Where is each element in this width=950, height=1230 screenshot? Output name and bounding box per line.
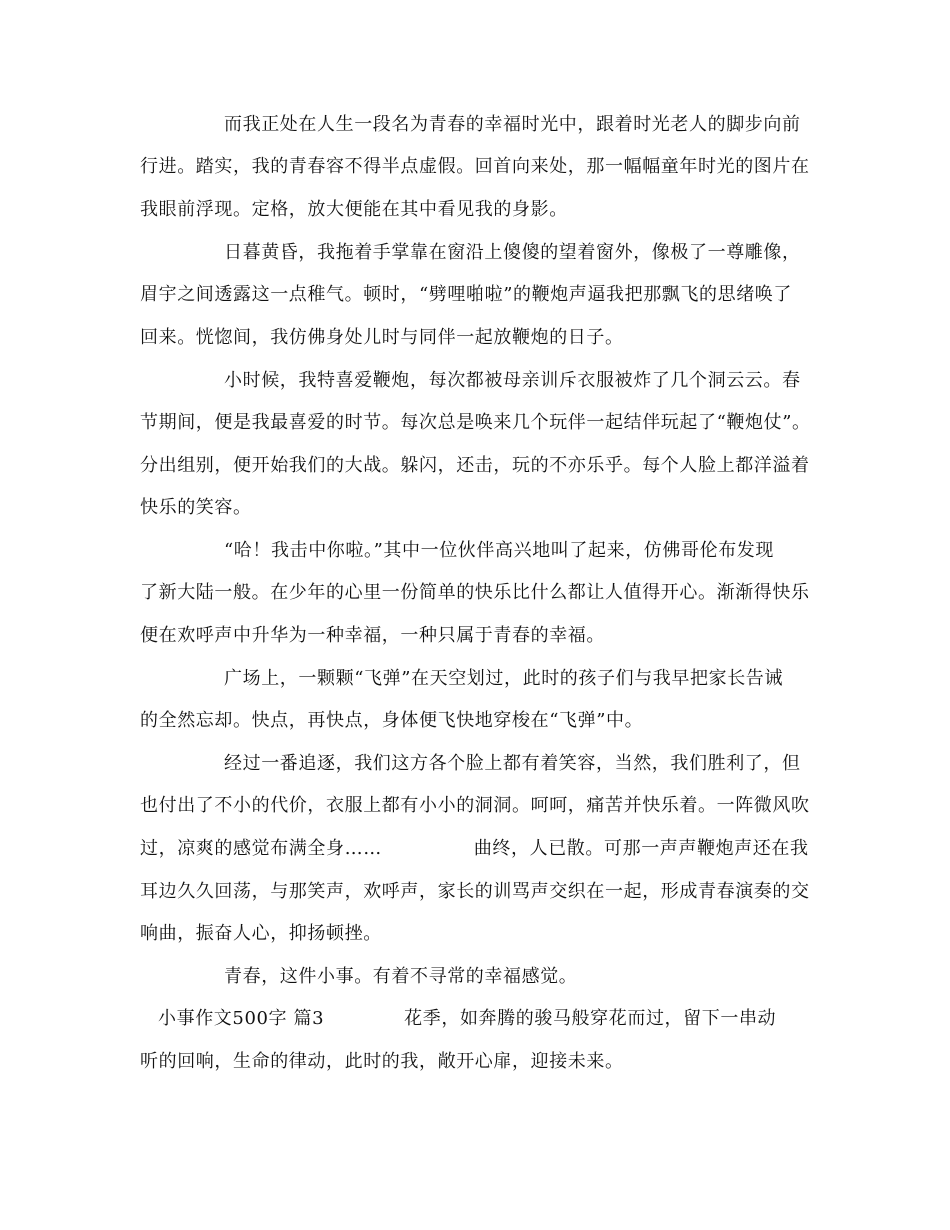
paragraph-line <box>140 837 809 861</box>
section-heading-line <box>158 1007 776 1031</box>
paragraph-line: 小时候，我特喜爱鞭炮，每次都被母亲训斥衣服被炸了几个洞云云。春 <box>224 370 801 391</box>
paragraph-line: 我眼前浮现。定格，放大便能在其中看见我的身影。 <box>140 199 568 220</box>
paragraph-fragment: 过，凉爽的感觉布满全身…… <box>140 838 382 859</box>
paragraph-line: 经过一番追逐，我们这方各个脸上都有着笑容，当然，我们胜利了，但 <box>224 753 801 774</box>
paragraph-line: 广场上，一颗颗“飞弹”在天空划过，此时的孩子们与我早把家长告诫 <box>224 668 784 689</box>
paragraph-fragment: 曲终，人已散。可那一声声鞭炮声还在我 <box>473 838 809 859</box>
paragraph-line: 也付出了不小的代价，衣服上都有小小的洞洞。呵呵，痛苦并快乐着。一阵微风吹 <box>140 795 810 816</box>
section-heading: 小事作文500字 篇3 <box>158 1008 325 1029</box>
paragraph-line: 分出组别，便开始我们的大战。躲闪，还击，玩的不亦乐乎。每个人脸上都洋溢着 <box>140 455 810 476</box>
paragraph-line: 了新大陆一般。在少年的心里一份简单的快乐比什么都让人值得开心。渐渐得快乐 <box>140 582 810 603</box>
paragraph-line: 听的回响，生命的律动，此时的我，敞开心扉，迎接未来。 <box>140 1051 624 1072</box>
paragraph-line: 响曲，振奋人心，抑扬顿挫。 <box>140 923 382 944</box>
paragraph-line: 而我正处在人生一段名为青春的幸福时光中，跟着时光老人的脚步向前 <box>224 114 801 135</box>
paragraph-line: 快乐的笑容。 <box>140 497 252 518</box>
paragraph-line: 的全然忘却。快点，再快点，身体便飞快地穿梭在“飞弹”中。 <box>140 710 644 731</box>
paragraph-line: 节期间，便是我最喜爱的时节。每次总是唤来几个玩伴一起结伴玩起了“鞭炮仗”。 <box>140 412 811 433</box>
paragraph-fragment: 花季，如奔腾的骏马般穿花而过，留下一串动 <box>404 1008 777 1029</box>
paragraph-line: 便在欢呼声中升华为一种幸福，一种只属于青春的幸福。 <box>140 625 605 646</box>
paragraph-line: 青春，这件小事。有着不寻常的幸福感觉。 <box>224 966 578 987</box>
paragraph-line: 日暮黄昏，我拖着手掌靠在窗沿上傻傻的望着窗外，像极了一尊雕像， <box>224 242 801 263</box>
paragraph-line: 回来。恍惚间，我仿佛身处儿时与同伴一起放鞭炮的日子。 <box>140 327 624 348</box>
paragraph-line: 眉宇之间透露这一点稚气。顿时，“劈哩啪啦”的鞭炮声逼我把那飘飞的思绪唤了 <box>140 284 793 305</box>
paragraph-line: “哈！我击中你啦。”其中一位伙伴高兴地叫了起来，仿佛哥伦布发现 <box>224 540 775 561</box>
paragraph-line: 行进。踏实，我的青春容不得半点虚假。回首向来处，那一幅幅童年时光的图片在 <box>140 156 810 177</box>
paragraph-line: 耳边久久回荡，与那笑声，欢呼声，家长的训骂声交织在一起，形成青春演奏的交 <box>140 881 810 902</box>
